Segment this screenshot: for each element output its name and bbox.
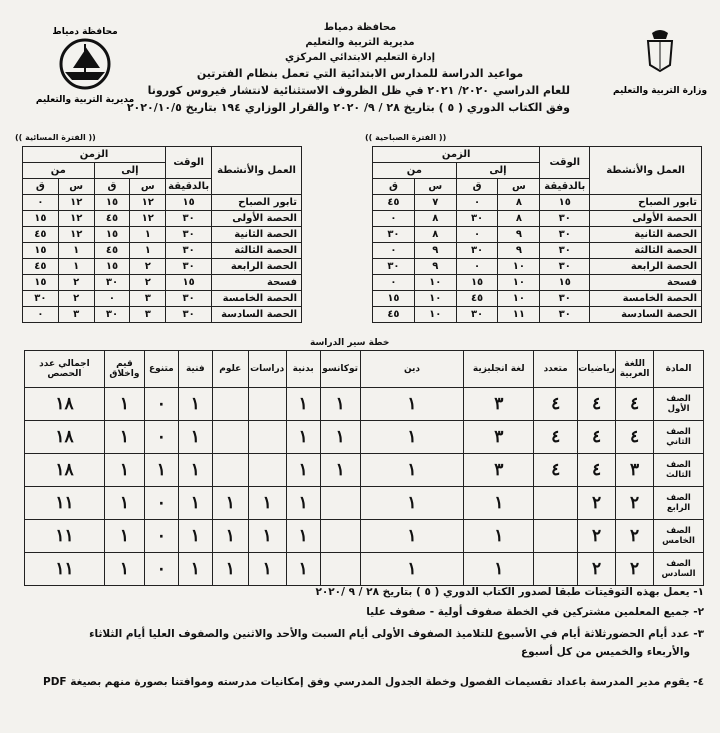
- from-minute-cell: ٤٥: [23, 227, 59, 243]
- hour-header: س: [498, 179, 540, 195]
- from-hour-cell: ٨: [414, 227, 456, 243]
- plan-row: [25, 388, 704, 421]
- to-hour-cell: ١٢: [130, 211, 166, 227]
- note-item: ١- يعمل بهذه التوقيتات طبقا لصدور الكتاب الدوري ( ٥ ) بتاريخ ٢٨ / ٩ /٢٠٢٠: [315, 586, 704, 598]
- plan-value-cell: ١: [320, 454, 360, 487]
- plan-value-cell: ١١: [25, 553, 105, 586]
- plan-value-cell: ٠: [144, 520, 178, 553]
- timetable-row: [23, 195, 302, 211]
- from-minute-cell: ٣٠: [373, 259, 415, 275]
- to-minute-cell: ٤٥: [94, 243, 130, 259]
- time-header: الوقت: [540, 147, 590, 179]
- minute-header: ق: [373, 179, 415, 195]
- to-hour-cell: ٣: [130, 291, 166, 307]
- to-hour-cell: ١: [130, 227, 166, 243]
- minutes-cell: ٣٠: [540, 211, 590, 227]
- timetable-row: [373, 195, 702, 211]
- to-hour-cell: ١٢: [130, 195, 166, 211]
- activity-cell: الحصة الثالثة: [212, 243, 302, 259]
- minutes-cell: ٣٠: [540, 243, 590, 259]
- timetable-row: [373, 211, 702, 227]
- activity-cell: الحصة الأولى: [590, 211, 702, 227]
- plan-column-header: قيم واخلاق: [104, 351, 144, 388]
- note-item: ٣- عدد أيام الحضورثلاثة أيام في الأسبوع للتلاميذ الصفوف الأولى أيام السبت والأحد والاثنين والصفوف العليا أيام الثلاثاء: [89, 628, 704, 640]
- plan-value-cell: ٠: [144, 487, 178, 520]
- to-minute-cell: ٠: [456, 195, 498, 211]
- minutes-cell: ٣٠: [166, 243, 212, 259]
- timetable-row: [23, 307, 302, 323]
- to-hour-cell: ١٠: [498, 291, 540, 307]
- from-hour-cell: ٣: [58, 307, 94, 323]
- minutes-cell: ٣٠: [540, 259, 590, 275]
- reference-line: وفق الكتاب الدوري ( ٥ ) بتاريخ ٢٨ / ٩/ ٢٠٢٠ والقرار الوزاري ١٩٤ بتاريخ ٢٠٢٠/١٠/٥: [126, 101, 570, 114]
- plan-value-cell: ١: [248, 520, 286, 553]
- minutes-cell: ٣٠: [166, 291, 212, 307]
- from-minute-cell: ٤٥: [373, 307, 415, 323]
- plan-row: [25, 487, 704, 520]
- plan-value-cell: ١٨: [25, 421, 105, 454]
- minutes-cell: ٣٠: [166, 227, 212, 243]
- plan-value-cell: ١: [104, 553, 144, 586]
- from-minute-cell: ١٥: [23, 243, 59, 259]
- to-hour-cell: ٢: [130, 259, 166, 275]
- to-minute-cell: ١٥: [94, 195, 130, 211]
- timetable-row: [23, 275, 302, 291]
- hour-header: س: [58, 179, 94, 195]
- activity-cell: الحصة الرابعة: [590, 259, 702, 275]
- plan-value-cell: ١٨: [25, 454, 105, 487]
- to-hour-cell: ٨: [498, 211, 540, 227]
- plan-column-header: متنوع: [144, 351, 178, 388]
- to-hour-cell: ٨: [498, 195, 540, 211]
- plan-value-cell: ١: [286, 520, 320, 553]
- plan-value-cell: ١: [104, 454, 144, 487]
- governorate-name: محافظة دمياط: [323, 22, 397, 33]
- plan-header-row: [25, 351, 704, 388]
- from-header: من: [373, 163, 457, 179]
- plan-value-cell: ١: [104, 520, 144, 553]
- plan-row: [25, 421, 704, 454]
- from-hour-cell: ٢: [58, 291, 94, 307]
- ministry-logo: [610, 25, 710, 105]
- plan-value-cell: ١: [248, 553, 286, 586]
- plan-column-header: المادة: [654, 351, 704, 388]
- from-hour-cell: ١: [58, 259, 94, 275]
- to-minute-cell: ٣٠: [456, 243, 498, 259]
- plan-value-cell: [534, 553, 578, 586]
- from-minute-cell: ٠: [373, 243, 415, 259]
- minutes-header: بالدقيقة: [166, 179, 212, 195]
- to-hour-cell: ١٠: [498, 259, 540, 275]
- to-minute-cell: ٠: [94, 291, 130, 307]
- minutes-cell: ١٥: [540, 275, 590, 291]
- academic-year-line: للعام الدراسي ٢٠٢٠/ ٢٠٢١ في ظل الظروف الاستثنائية لانتشار فيروس كورونا: [147, 84, 570, 97]
- to-header: إلى: [94, 163, 166, 179]
- plan-value-cell: ١: [144, 454, 178, 487]
- from-minute-cell: ٠: [23, 195, 59, 211]
- from-minute-cell: ١٥: [23, 211, 59, 227]
- plan-value-cell: [320, 553, 360, 586]
- plan-value-cell: ٣: [464, 421, 534, 454]
- morning-period-label: (( الفترة الصباحية )): [365, 133, 447, 142]
- grade-cell: الصف الرابع: [654, 487, 704, 520]
- from-hour-cell: ٩: [414, 259, 456, 275]
- activity-cell: الحصة السادسة: [212, 307, 302, 323]
- note-item: ٤- يقوم مدير المدرسة باعداد تقسيمات الفصول وخطة الجدول المدرسي وفق إمكانيات مدرسته وموافتنا بصورة منهم بصيغة PDF: [43, 676, 704, 688]
- plan-value-cell: [534, 487, 578, 520]
- plan-value-cell: ١: [178, 520, 212, 553]
- plan-value-cell: ١: [178, 487, 212, 520]
- to-minute-cell: ٤٥: [456, 291, 498, 307]
- plan-value-cell: ١: [212, 553, 248, 586]
- plan-value-cell: ٤: [534, 421, 578, 454]
- plan-value-cell: ١: [360, 520, 464, 553]
- minute-header: ق: [456, 179, 498, 195]
- from-hour-cell: ٨: [414, 211, 456, 227]
- grade-cell: الصف الأول: [654, 388, 704, 421]
- from-minute-cell: ٣٠: [23, 291, 59, 307]
- document-title: مواعيد الدراسة للمدارس الابتدائية التي تعمل بنظام الفترتين: [196, 67, 524, 80]
- minute-header: ق: [23, 179, 59, 195]
- timetable-row: [373, 243, 702, 259]
- to-minute-cell: ٠: [456, 227, 498, 243]
- plan-value-cell: ١: [178, 454, 212, 487]
- activity-cell: تابور الصباح: [590, 195, 702, 211]
- from-minute-cell: ٠: [373, 211, 415, 227]
- from-minute-cell: ٠: [23, 307, 59, 323]
- plan-value-cell: ١: [320, 421, 360, 454]
- hour-header: س: [130, 179, 166, 195]
- plan-value-cell: ١: [104, 487, 144, 520]
- plan-value-cell: ١: [286, 487, 320, 520]
- plan-value-cell: ١: [320, 388, 360, 421]
- minutes-cell: ٣٠: [166, 211, 212, 227]
- from-hour-cell: ٩: [414, 243, 456, 259]
- morning-timetable: [372, 146, 702, 323]
- to-hour-cell: ٣: [130, 307, 166, 323]
- grade-cell: الصف الثاني: [654, 421, 704, 454]
- plan-row: [25, 553, 704, 586]
- document-header: [126, 20, 570, 116]
- to-minute-cell: ٣٠: [456, 211, 498, 227]
- plan-value-cell: ١: [464, 553, 534, 586]
- plan-value-cell: [248, 388, 286, 421]
- from-hour-cell: ١٠: [414, 291, 456, 307]
- plan-value-cell: ٤: [616, 421, 654, 454]
- plan-value-cell: ١: [178, 388, 212, 421]
- plan-value-cell: ٢: [578, 487, 616, 520]
- to-hour-cell: ١١: [498, 307, 540, 323]
- activity-cell: الحصة الثالثة: [590, 243, 702, 259]
- plan-column-header: بدنية: [286, 351, 320, 388]
- plan-value-cell: ١: [104, 388, 144, 421]
- plan-value-cell: ٢: [616, 487, 654, 520]
- plan-column-header: رياضيات: [578, 351, 616, 388]
- from-minute-cell: ٠: [373, 275, 415, 291]
- plan-value-cell: ٤: [534, 454, 578, 487]
- from-minute-cell: ١٥: [23, 275, 59, 291]
- plan-value-cell: [212, 388, 248, 421]
- plan-row: [25, 520, 704, 553]
- plan-value-cell: ٢: [616, 553, 654, 586]
- plan-value-cell: ١: [286, 454, 320, 487]
- timetable-row: [373, 291, 702, 307]
- to-minute-cell: ١٥: [94, 227, 130, 243]
- timetable-row: [23, 227, 302, 243]
- plan-value-cell: ٣: [616, 454, 654, 487]
- evening-period-label: (( الفترة المسائية )): [15, 133, 96, 142]
- plan-value-cell: ٢: [578, 520, 616, 553]
- to-minute-cell: ١٥: [94, 259, 130, 275]
- plan-value-cell: ١: [212, 487, 248, 520]
- from-hour-cell: ١٢: [58, 195, 94, 211]
- plan-column-header: دين: [360, 351, 464, 388]
- plan-body: [25, 388, 704, 586]
- plan-value-cell: ١: [360, 553, 464, 586]
- minutes-cell: ١٥: [166, 275, 212, 291]
- plan-column-header: فنية: [178, 351, 212, 388]
- to-minute-cell: ٣٠: [94, 307, 130, 323]
- plan-value-cell: ٤: [578, 454, 616, 487]
- logo-right-text: وزارة التربية والتعليم: [612, 86, 708, 96]
- timetable-row: [23, 291, 302, 307]
- plan-value-cell: ١١: [25, 487, 105, 520]
- hour-header: س: [414, 179, 456, 195]
- timetable-row: [373, 275, 702, 291]
- activity-cell: الحصة الخامسة: [212, 291, 302, 307]
- plan-value-cell: ٤: [578, 388, 616, 421]
- plan-value-cell: [320, 487, 360, 520]
- from-hour-cell: ١: [58, 243, 94, 259]
- from-hour-cell: ٢: [58, 275, 94, 291]
- plan-value-cell: [534, 520, 578, 553]
- timetable-row: [23, 243, 302, 259]
- activity-cell: الحصة الأولى: [212, 211, 302, 227]
- plan-value-cell: ١: [286, 388, 320, 421]
- plan-value-cell: [212, 454, 248, 487]
- note-item: والأربعاء والخميس من كل أسبوع: [521, 646, 690, 658]
- minutes-cell: ١٥: [540, 195, 590, 211]
- from-hour-cell: ١٢: [58, 227, 94, 243]
- plan-value-cell: ١: [360, 388, 464, 421]
- to-minute-cell: ٣٠: [456, 307, 498, 323]
- from-minute-cell: ٤٥: [23, 259, 59, 275]
- to-minute-cell: ٣٠: [94, 275, 130, 291]
- plan-value-cell: [320, 520, 360, 553]
- study-plan-table: [24, 350, 704, 586]
- minutes-header: بالدقيقة: [540, 179, 590, 195]
- period-header: الزمن: [23, 147, 166, 163]
- plan-value-cell: ٤: [534, 388, 578, 421]
- plan-value-cell: ١١: [25, 520, 105, 553]
- minute-header: ق: [94, 179, 130, 195]
- to-hour-cell: ١٠: [498, 275, 540, 291]
- plan-value-cell: ١: [360, 487, 464, 520]
- from-hour-cell: ١٠: [414, 307, 456, 323]
- directorate-logo: [30, 22, 140, 107]
- to-hour-cell: ١: [130, 243, 166, 259]
- plan-value-cell: ١: [178, 421, 212, 454]
- directorate-name: مديرية التربية والتعليم: [305, 37, 415, 48]
- to-minute-cell: ٤٥: [94, 211, 130, 227]
- notes-section: [24, 583, 704, 691]
- plan-value-cell: [212, 421, 248, 454]
- to-header: إلى: [456, 163, 540, 179]
- from-hour-cell: ٧: [414, 195, 456, 211]
- plan-value-cell: ١: [178, 553, 212, 586]
- plan-value-cell: ١: [464, 487, 534, 520]
- activity-cell: فسحة: [590, 275, 702, 291]
- plan-value-cell: ٢: [578, 553, 616, 586]
- plan-value-cell: [248, 454, 286, 487]
- activity-cell: تابور الصباح: [212, 195, 302, 211]
- plan-column-header: متعدد: [534, 351, 578, 388]
- plan-value-cell: ١: [360, 421, 464, 454]
- from-hour-cell: ١٢: [58, 211, 94, 227]
- plan-value-cell: ٣: [464, 454, 534, 487]
- plan-value-cell: ٣: [464, 388, 534, 421]
- period-header: الزمن: [373, 147, 540, 163]
- plan-value-cell: ٤: [616, 388, 654, 421]
- logo-left-top-text: محافظة دمياط: [52, 27, 118, 37]
- plan-value-cell: ١: [104, 421, 144, 454]
- timetable-row: [23, 211, 302, 227]
- to-hour-cell: ٩: [498, 227, 540, 243]
- activity-header: العمل والأنشطة: [212, 147, 302, 195]
- plan-value-cell: ١: [286, 553, 320, 586]
- plan-column-header: لغة انجليزية: [464, 351, 534, 388]
- plan-value-cell: ٤: [578, 421, 616, 454]
- minutes-cell: ٣٠: [540, 227, 590, 243]
- plan-row: [25, 454, 704, 487]
- timetable-row: [373, 259, 702, 275]
- time-header: الوقت: [166, 147, 212, 179]
- activity-header: العمل والأنشطة: [590, 147, 702, 195]
- activity-cell: الحصة الثانية: [590, 227, 702, 243]
- grade-cell: الصف الخامس: [654, 520, 704, 553]
- timetable-row: [23, 259, 302, 275]
- to-minute-cell: ١٥: [456, 275, 498, 291]
- grade-cell: الصف الثالث: [654, 454, 704, 487]
- activity-cell: الحصة الثانية: [212, 227, 302, 243]
- activity-cell: الحصة السادسة: [590, 307, 702, 323]
- activity-cell: الحصة الرابعة: [212, 259, 302, 275]
- plan-value-cell: ١: [360, 454, 464, 487]
- plan-column-header: دراسات: [248, 351, 286, 388]
- from-minute-cell: ٤٥: [373, 195, 415, 211]
- plan-value-cell: ١: [464, 520, 534, 553]
- grade-cell: الصف السادس: [654, 553, 704, 586]
- plan-value-cell: ١: [248, 487, 286, 520]
- note-item: ٢- جميع المعلمين مشتركين في الخطة صفوف أولية - صفوف عليا: [366, 606, 704, 618]
- plan-value-cell: ٠: [144, 553, 178, 586]
- to-hour-cell: ٢: [130, 275, 166, 291]
- evening-timetable: [22, 146, 302, 323]
- plan-title: خطة سير الدراسة: [310, 338, 390, 348]
- from-hour-cell: ١٠: [414, 275, 456, 291]
- department-name: إدارة التعليم الابتدائي المركزي: [284, 52, 436, 63]
- plan-column-header: توكانسو: [320, 351, 360, 388]
- minutes-cell: ٣٠: [540, 291, 590, 307]
- minutes-cell: ١٥: [166, 195, 212, 211]
- plan-value-cell: ٢: [616, 520, 654, 553]
- plan-value-cell: ١: [286, 421, 320, 454]
- plan-value-cell: ٠: [144, 421, 178, 454]
- from-header: من: [23, 163, 95, 179]
- timetable-row: [373, 307, 702, 323]
- plan-column-header: اجمالي عدد الحصص: [25, 351, 105, 388]
- plan-value-cell: ١٨: [25, 388, 105, 421]
- activity-cell: الحصة الخامسة: [590, 291, 702, 307]
- minutes-cell: ٣٠: [166, 307, 212, 323]
- activity-cell: فسحة: [212, 275, 302, 291]
- logo-left-bottom-text: مديرية التربية والتعليم: [35, 95, 135, 105]
- plan-column-header: اللغة العربية: [616, 351, 654, 388]
- plan-value-cell: ٠: [144, 388, 178, 421]
- minutes-cell: ٣٠: [540, 307, 590, 323]
- plan-value-cell: ١: [212, 520, 248, 553]
- plan-value-cell: [248, 421, 286, 454]
- minutes-cell: ٣٠: [166, 259, 212, 275]
- from-minute-cell: ٣٠: [373, 227, 415, 243]
- timetable-row: [373, 227, 702, 243]
- to-minute-cell: ٠: [456, 259, 498, 275]
- from-minute-cell: ١٥: [373, 291, 415, 307]
- to-hour-cell: ٩: [498, 243, 540, 259]
- plan-column-header: علوم: [212, 351, 248, 388]
